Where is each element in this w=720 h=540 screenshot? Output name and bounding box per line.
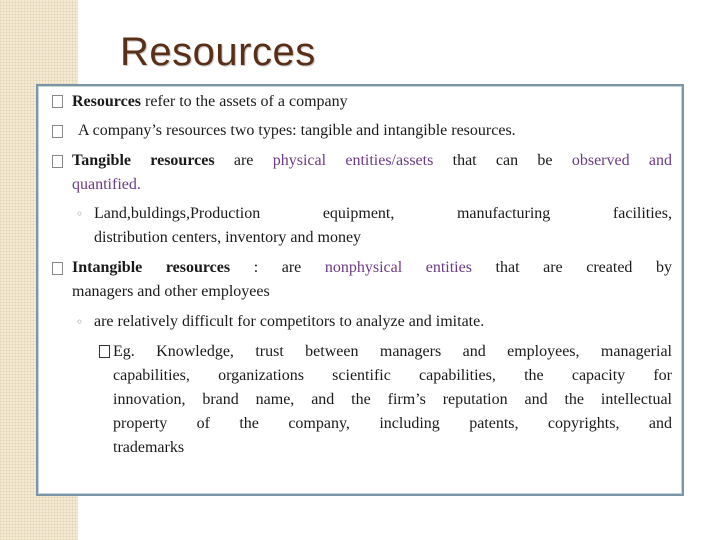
highlight-quantified: quantified. — [72, 176, 141, 193]
bullet-box-icon — [52, 125, 63, 138]
definition-text: refer to the assets of a company — [141, 93, 348, 110]
example-line-1: Eg. Knowledge, trust between managers and employees, managerial — [113, 343, 672, 360]
tangible-examples-line2: distribution centers, inventory and money — [94, 229, 362, 246]
text-are: : are — [230, 259, 325, 276]
sub-bullet-circle-icon: ◦ — [76, 207, 84, 221]
bullet-tangible-line1 — [72, 149, 672, 173]
example-line-5: trademarks — [113, 439, 185, 456]
bullet-box-icon — [52, 95, 63, 108]
text-are: are — [214, 152, 273, 169]
bullet-box-icon — [52, 155, 63, 168]
bullet-intangible-line2: managers and other employees — [72, 283, 270, 300]
example-line-3: innovation, brand name, and the firm’s reputation and the intellectual — [113, 391, 672, 408]
sub-bullet-circle-icon: ◦ — [76, 315, 84, 329]
highlight-observed: observed and — [571, 152, 673, 169]
bullet-box-icon — [52, 262, 63, 275]
resource-types-text: A company’s resources two types: tangible and intangible resources. — [78, 122, 516, 139]
example-line-4: property of the company, including patents, copyrights, and — [113, 415, 672, 432]
bullet-resources-definition — [72, 90, 672, 114]
highlight-physical-entities: physical entities/assets — [272, 152, 434, 169]
missing-glyph-icon — [99, 345, 110, 358]
slide-title: Resources — [120, 30, 316, 74]
term-intangible: Intangible resources — [72, 259, 231, 276]
bullet-tangible-line2 — [72, 173, 672, 197]
term-resources: Resources — [72, 93, 142, 110]
text-observed: that can be — [433, 152, 572, 169]
highlight-nonphysical: nonphysical entities — [324, 259, 472, 276]
term-tangible: Tangible resources — [72, 152, 215, 169]
text-created-by: that are created by — [471, 259, 673, 276]
bullet-resource-types — [78, 119, 672, 143]
tangible-examples-line1: Land,buldings,Production equipment, manufacturing facilities, — [94, 205, 672, 222]
intangible-sub-point: are relatively difficult for competitors to analyze and imitate. — [94, 313, 485, 330]
bullet-intangible-line1 — [72, 256, 672, 280]
example-line-2: capabilities, organizations scientific capabilities, the capacity for — [113, 367, 672, 384]
